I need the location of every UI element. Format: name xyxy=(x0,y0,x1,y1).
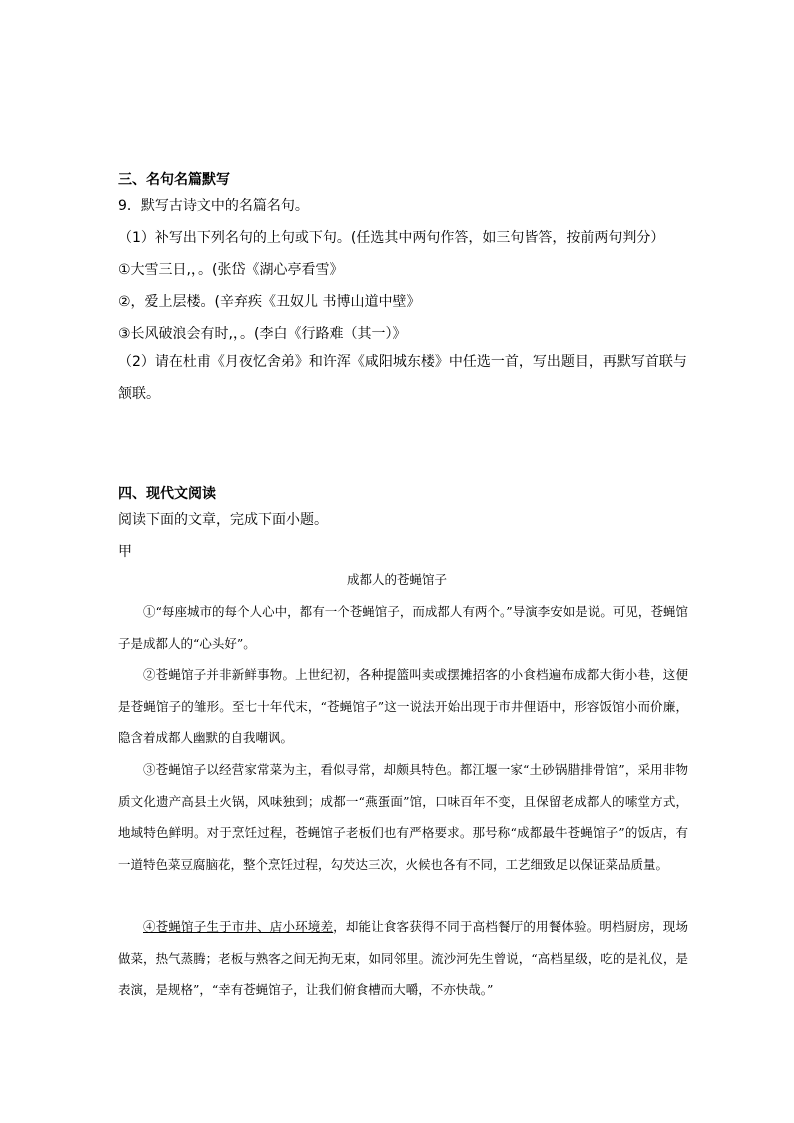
fill-item-2: ②，爱上层楼。(辛弃疾《丑奴儿 书博山道中壁》 xyxy=(118,294,421,310)
paragraph-1: ①“每座城市的每个人心中，都有一个苍蝇馆子，而成都人有两个。”导演李安如是说。可见，苍蝇馆子是成都人的“心头好”。 xyxy=(118,604,688,651)
reading-intro: 阅读下面的文章，完成下面小题。 xyxy=(118,512,328,528)
question-9: 9．默写古诗文中的名篇名句。 xyxy=(118,198,309,214)
paragraph-4-rest: ，却能让食客获得不同于高档餐厅的用餐体验。明档厨房，现场做菜，热气蒸腾；老板与熟客之间无拘无束，如同邻里。流沙河先生曾说，“高档星级，吃的是礼仪，是表演，是规格”，“幸有苍蝇馆子，让我们俯食槽而大嚼，不亦快哉。” xyxy=(118,919,688,997)
article-title: 成都人的苍蝇馆子 xyxy=(346,572,447,587)
subquestion-2: （2）请在杜甫《月夜忆舍弟》和许浑《咸阳城东楼》中任选一首，写出题目，再默写首联与颔联。 xyxy=(118,354,687,402)
subquestion-1: （1）补写出下列名句的上句或下句。(任选其中两句作答，如三句皆答，按前两句判分） xyxy=(118,230,665,246)
part-label: 甲 xyxy=(118,544,132,560)
paragraph-4 xyxy=(118,911,688,1006)
section-title-4: 四、现代文阅读 xyxy=(118,486,216,502)
paragraph-3: ③苍蝇馆子以经营家常菜为主，看似寻常，却颇具特色。都江堰一家“土砂锅腊排骨馆”，采用非物质文化遗产高县土火锅，风味独到；成都一“燕蛋面”馆，口味百年不变，且保留老成都人的嗦堂方式，地域特色鲜明。对于烹饪过程，苍蝇馆子老板们也有严格要求。那号称“成都最牛苍蝇馆子”的饭店，有一道特色菜豆腐脑花，整个烹饪过程，勾芡达三次，火候也各有不同，工艺细致足以保证菜品质量。 xyxy=(118,762,688,872)
paragraph-2: ②苍蝇馆子并非新鲜事物。上世纪初，各种提篮叫卖或摆摊招客的小食档遍布成都大街小巷，这便是苍蝇馆子的雏形。至七十年代末，“苍蝇馆子”这一说法开始出现于市井俚语中，形容饭馆小而价廉，隐含着成都人幽默的自我嘲讽。 xyxy=(118,667,688,745)
section-title-3: 三、名句名篇默写 xyxy=(118,172,230,188)
fill-item-3: ③长风破浪会有时,，。(李白《行路难（其一）》 xyxy=(118,326,407,342)
fill-item-1: ①大雪三日,，。(张岱《湖心亭看雪》 xyxy=(118,262,344,278)
underlined-sentence: ④苍蝇馆子生于市井、店小环境差 xyxy=(143,919,334,934)
